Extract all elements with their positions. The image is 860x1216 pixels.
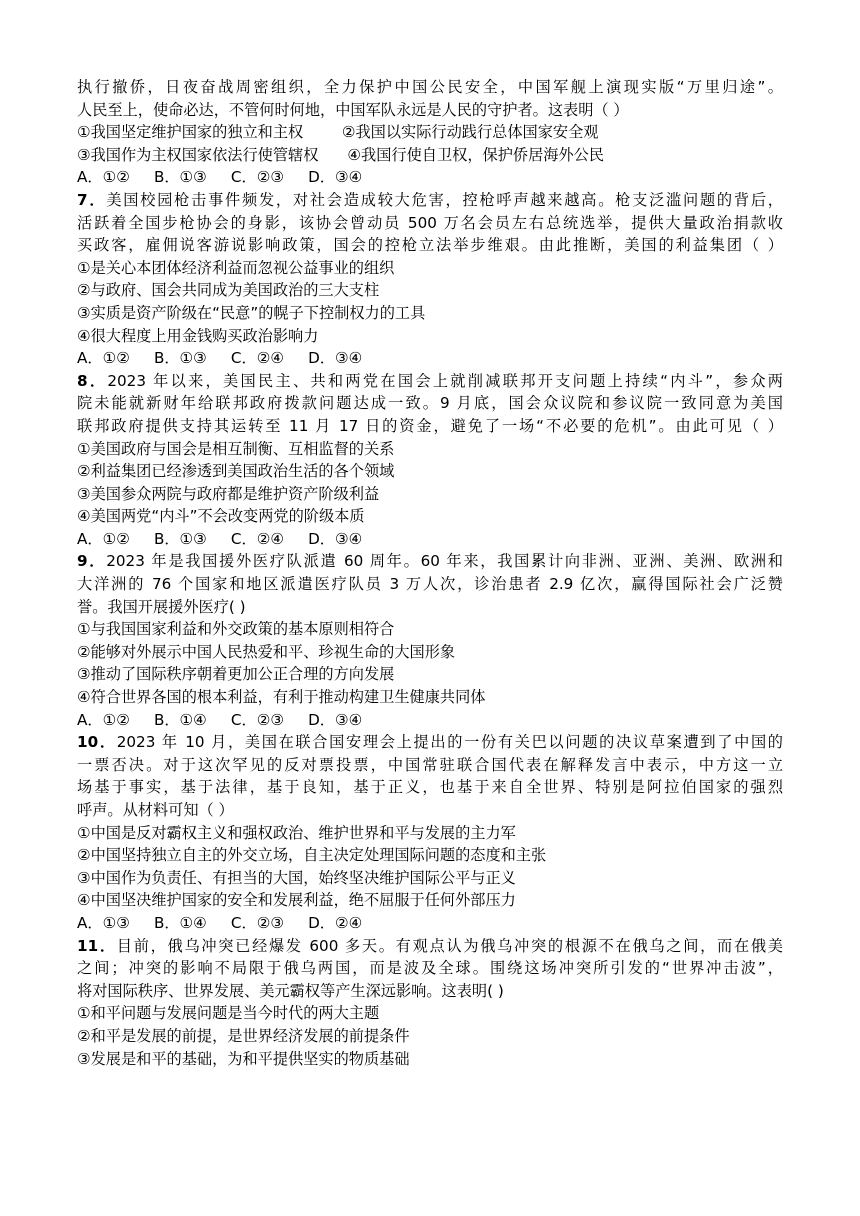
question-option: ①我国坚定维护国家的独立和主权 ②我国以实际行动践行总体国家安全观 bbox=[77, 123, 599, 142]
question-option: ③推动了国际秩序朝着更加公正合理的方向发展 bbox=[77, 665, 395, 684]
question-stem-line: 将对国际秩序、世界发展、美元霸权等产生深远影响。这表明( ) bbox=[77, 981, 504, 1000]
question-stem-text: 2023 年是我国援外医疗队派遣 60 周年。60 年来，我国累计向非洲、亚洲、美洲、欧洲和 bbox=[106, 552, 783, 571]
question-stem-line: 场基于事实，基于法律，基于良知，基于正义，也基于来自全世界、特别是阿拉伯国家的强烈 bbox=[77, 778, 783, 797]
question-6 bbox=[77, 76, 783, 189]
question-10 bbox=[77, 731, 783, 934]
question-8 bbox=[77, 370, 783, 551]
question-option: ④中国坚决维护国家的安全和发展利益，绝不屈服于任何外部压力 bbox=[77, 891, 516, 910]
question-stem-line: 呼声。从材料可知（ ） bbox=[77, 801, 234, 819]
question-stem-line: 大洋洲的 76 个国家和地区派遣医疗队员 3 万人次，诊治患者 2.9 亿次，赢得国际社会广泛赞 bbox=[77, 575, 783, 594]
question-stem-line: 活跃着全国步枪协会的身影，该协会曾动员 500 万名会员左右总统选举，提供大量政治捐款收 bbox=[77, 213, 783, 232]
question-number: 10． bbox=[77, 733, 117, 752]
question-option: ③实质是资产阶级在“民意”的幌子下控制权力的工具 bbox=[77, 303, 426, 322]
question-stem-text: 2023 年 10 月，美国在联合国安理会上提出的一份有关巴以问题的决议草案遭到了中国的 bbox=[116, 733, 783, 752]
question-option: ③美国参众两院与政府都是维护资产阶级利益 bbox=[77, 484, 380, 503]
question-option: ①和平问题与发展问题是当今时代的两大主题 bbox=[77, 1004, 380, 1023]
question-option: ③我国作为主权国家依法行使管辖权 ④我国行使自卫权，保护侨居海外公民 bbox=[77, 145, 605, 164]
question-number: 8． bbox=[77, 371, 108, 390]
question-stem-line: 一票否决。对于这次罕见的反对票投票，中国常驻联合国代表在解释发言中表示，中方这一立 bbox=[77, 755, 783, 774]
question-7 bbox=[77, 189, 783, 370]
question-option: ①与我国国家利益和外交政策的基本原则相符合 bbox=[77, 620, 395, 639]
question-option: ③发展是和平的基础，为和平提供坚实的物质基础 bbox=[77, 1049, 410, 1068]
question-stem-line: 人民至上，使命必达，不管何时何地，中国军队永远是人民的守护者。这表明（ ） bbox=[77, 100, 629, 119]
answer-choices: A．①② B．①④ C．②③ D．③④ bbox=[77, 710, 363, 729]
question-option: ④符合世界各国的根本利益，有利于推动构建卫生健康共同体 bbox=[77, 688, 486, 707]
question-11 bbox=[77, 935, 783, 1071]
question-number: 7． bbox=[77, 190, 107, 209]
question-stem-line: 联邦政府提供支持其运转至 11 月 17 日的资金，避免了一场“不必要的危机”。由此可见（ ） bbox=[77, 416, 783, 435]
question-stem-line bbox=[77, 731, 783, 754]
question-stem-line: 之间；冲突的影响不局限于俄乌两国，而是波及全球。围绕这场冲突所引发的“世界冲击波”， bbox=[77, 959, 783, 978]
question-number: 11． bbox=[77, 936, 117, 955]
question-option: ④很大程度上用金钱购买政治影响力 bbox=[77, 326, 319, 345]
question-stem-line: 院未能就新财年给联邦政府拨款问题达成一致。9 月底，国会众议院和参议院一致同意为美国 bbox=[77, 394, 783, 413]
question-option: ①中国是反对霸权主义和强权政治、维护世界和平与发展的主力军 bbox=[77, 823, 516, 842]
question-number: 9． bbox=[77, 552, 107, 571]
question-option: ①是关心本团体经济利益而忽视公益事业的组织 bbox=[77, 258, 395, 277]
question-stem-line bbox=[77, 935, 783, 958]
question-stem-line bbox=[77, 550, 783, 573]
question-stem-text: 2023 年以来，美国民主、共和两党在国会上就削减联邦开支问题上持续“内斗”，参众两 bbox=[107, 371, 783, 390]
question-option: ②中国坚持独立自主的外交立场，自主决定处理国际问题的态度和主张 bbox=[77, 846, 547, 865]
question-option: ③中国作为负责任、有担当的大国，始终坚决维护国际公平与正义 bbox=[77, 868, 516, 887]
question-option: ②和平是发展的前提，是世界经济发展的前提条件 bbox=[77, 1026, 410, 1045]
question-stem-line bbox=[77, 370, 783, 393]
answer-choices: A．①② B．①③ C．②④ D．③④ bbox=[77, 349, 363, 368]
question-stem-line: 买政客，雇佣说客游说影响政策，国会的控枪立法举步维艰。由此推断，美国的利益集团（ ） bbox=[77, 236, 783, 255]
question-stem-line: 执行撤侨，日夜奋战周密组织，全力保护中国公民安全，中国军舰上演现实版“万里归途”。 bbox=[77, 78, 783, 96]
question-stem-text: 美国校园枪击事件频发，对社会造成较大危害，控枪呼声越来越高。枪支泛滥问题的背后， bbox=[106, 190, 783, 209]
exam-page bbox=[77, 76, 783, 1070]
answer-choices: A．①③ B．①④ C．②③ D．②④ bbox=[77, 913, 363, 932]
answer-choices: A．①② B．①③ C．②③ D．③④ bbox=[77, 168, 363, 187]
question-option: ②与政府、国会共同成为美国政治的三大支柱 bbox=[77, 281, 380, 300]
question-stem-text: 目前，俄乌冲突已经爆发 600 多天。有观点认为俄乌冲突的根源不在俄乌之间，而在俄美 bbox=[116, 936, 783, 955]
question-option: ④美国两党“内斗”不会改变两党的阶级本质 bbox=[77, 507, 365, 526]
question-option: ②能够对外展示中国人民热爱和平、珍视生命的大国形象 bbox=[77, 642, 456, 661]
question-option: ②利益集团已经渗透到美国政治生活的各个领域 bbox=[77, 462, 395, 481]
answer-choices: A．①② B．①③ C．②④ D．③④ bbox=[77, 529, 363, 548]
question-option: ①美国政府与国会是相互制衡、互相监督的关系 bbox=[77, 439, 395, 458]
question-stem-line: 誉。我国开展援外医疗( ) bbox=[77, 597, 246, 616]
question-stem-line bbox=[77, 189, 783, 212]
question-9 bbox=[77, 550, 783, 731]
